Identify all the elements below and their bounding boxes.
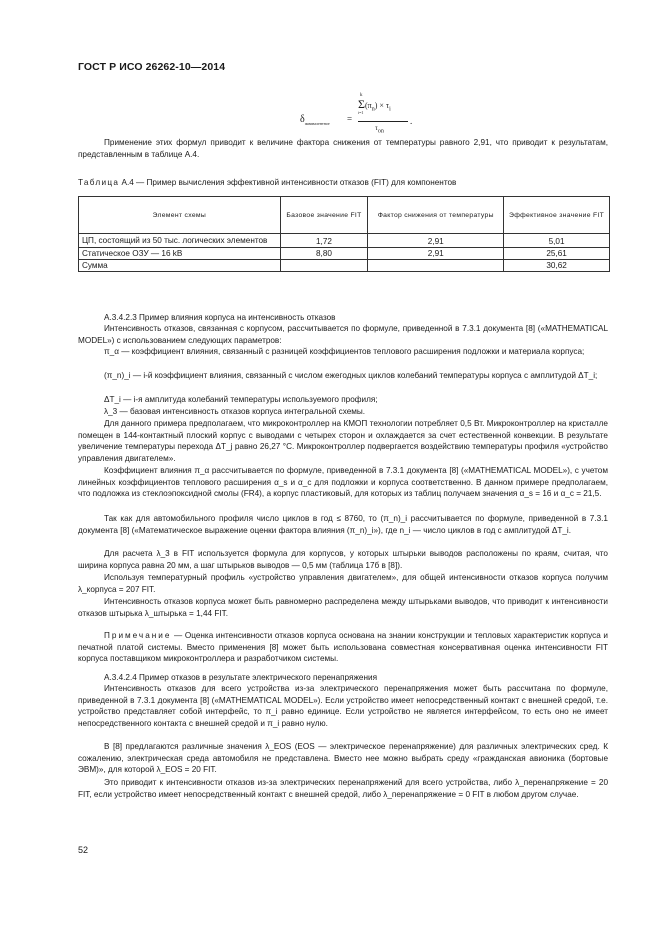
table-row: [79, 260, 610, 272]
table-cell: 25,61: [504, 248, 610, 260]
formula-lhs: δ: [300, 114, 305, 125]
note-text: — Оценка интенсивности отказов корпуса основана на знании конструкции и тепловых характеристик корпуса и печатной платой системы. Вместо применения [8] может быть использована совместная консервативная оценка интенсивности FIT корпуса поставщиком микроконтроллера и разработчиком системы.: [78, 631, 608, 664]
table-header-cell: Базовое значение FIT: [280, 197, 368, 234]
fraction-bar: [358, 121, 408, 122]
paragraph: Коэффициент влияния π_α рассчитывается по формуле, приведенной в 7.3.1 документа [8] («MATHEMATICAL MODEL»), с учетом линейных коэффициентов теплового расширения α_s и α_c для подложки и корпуса соответственно. В данном примере предполагаем, что подложка из стеклоэпоксидной смолы (FR4), а корпус пластиковый, для которых из таблиц получаем значения α_s = 16 и α_c = 21,5.: [78, 466, 608, 499]
table-cell: Статическое ОЗУ — 16 kB: [79, 248, 281, 260]
formula-denominator-sub: on: [377, 128, 384, 135]
table-header-cell: Фактор снижения от температуры: [368, 197, 504, 234]
table-header-cell: Эффективное значение FIT: [504, 197, 610, 234]
paragraph: Для данного примера предполагаем, что микроконтроллер на КМОП технологии потребляет 0,5 Вт. Микроконтроллер на кристалле помещен в 144-контактный плоский корпус с выводами с четырех сторон и охлаждается за счет естественной конвекции. В результате увеличение температуры перехода ΔT_j равно 26,27 °C. Микроконтроллер подвергается воздействию температуры профиля «устройство управления двигателем».: [78, 419, 608, 463]
formula-sum-top: k: [360, 93, 363, 98]
paragraph: В [8] предлагаются различные значения λ_EOS (EOS — электрическое перенапряжение) для различных электрических сред. К сожалению, электрическая среда автомобиля не представлена. Вместо нее можно выбрать среду «гражданская авионика (бортовые ЭВМ)», для которой λ_EOS = 20 FIT.: [78, 742, 608, 775]
paragraph: Интенсивность отказов корпуса может быть равномерно распределена между штырьками выводов, что приводит к интенсивности отказов штырька λ_штырька = 1,44 FIT.: [78, 597, 608, 618]
table-cell: 8,80: [280, 248, 368, 260]
note: [78, 630, 608, 665]
section-title: А.3.4.2.4 Пример отказов в результате электрического перенапряжения: [104, 673, 378, 682]
formula-period: .: [410, 116, 413, 126]
table-header-row: [79, 197, 610, 234]
table-row: [79, 248, 610, 260]
formula-equals: =: [347, 114, 353, 124]
table-cell: [368, 260, 504, 272]
table-cell: 2,91: [368, 234, 504, 248]
table-cell: 5,01: [504, 234, 610, 248]
paragraph: ΔT_i — i-я амплитуда колебаний температуры используемого профиля;: [104, 395, 378, 404]
paragraph: Так как для автомобильного профиля число циклов в год ≤ 8760, то (π_n)_i рассчитывается по формуле, приведенной в 7.3.1 документа [8] («Математическое выражение оценки фактора влияния (π_n)_i»), где n_i — число циклов в год с амплитудой ΔT_i.: [78, 514, 608, 535]
formula-sum-limit: i=1: [358, 110, 364, 115]
paragraph: λ_3 — базовая интенсивность отказов корпуса интегральной схемы.: [104, 407, 366, 416]
formula-numerator-rest-sub: i: [389, 106, 391, 113]
table-cell: 2,91: [368, 248, 504, 260]
document-header: ГОСТ Р ИСО 26262-10—2014: [78, 61, 226, 73]
paragraph: Используя температурный профиль «устройство управления двигателем», для общей интенсивности отказов корпуса получим λ_корпуса = 207 FIT.: [78, 573, 608, 594]
formula-numerator-sub: n: [371, 106, 375, 113]
paragraph: Это приводит к интенсивности отказов из-за электрических перенапряжений для всего устройства, либо λ_перенапряжение = 20 FIT, если устройство имеет непосредственный контакт с внешней средой, либо λ_перенапряжение = 0 FIT в любом другом случае.: [78, 778, 608, 799]
table-row: [79, 234, 610, 248]
paragraph: π_α — коэффициент влияния, связанный с разницей коэффициентов теплового расширения подложки и материала корпуса;: [104, 347, 585, 356]
paragraph: (π_n)_i — i-й коэффициент влияния, связанный с числом ежегодных циклов колебаний температуры корпуса с амплитудой ΔT_i;: [104, 371, 598, 380]
note-prefix: Примечание: [104, 631, 172, 640]
formula: [300, 94, 420, 140]
table-caption-text: А.4 — Пример вычисления эффективной интенсивности отказов (FIT) для компонентов: [121, 178, 457, 187]
section-title: А.3.4.2.3 Пример влияния корпуса на интенсивность отказов: [104, 313, 336, 322]
formula-numerator-rest: ) × τ: [374, 101, 390, 110]
table-cell: 30,62: [504, 260, 610, 272]
paragraph: Интенсивность отказов, связанная с корпусом, рассчитывается по формуле, приведенной в 7.3.1 документа [8] («MATHEMATICAL MODEL») с использованием следующих параметров:: [78, 324, 608, 345]
table-cell: 1,72: [280, 234, 368, 248]
table-header-cell: Элемент схемы: [79, 197, 281, 234]
table-caption-prefix: Таблица: [78, 178, 120, 187]
page-number: 52: [78, 845, 89, 855]
fit-table: [78, 196, 610, 272]
table-cell: ЦП, состоящий из 50 тыс. логических элементов: [79, 234, 281, 248]
table-cell: [280, 260, 368, 272]
table-cell: Сумма: [79, 260, 281, 272]
sigma-icon: Σ: [358, 97, 365, 111]
formula-denominator: τ: [375, 124, 378, 132]
paragraph: Интенсивность отказов для всего устройства из-за электрического перенапряжения может быть рассчитана по формуле, приведенной в 7.3.1 документа [8] («MATHEMATICAL MODEL»). Если устройство имеет непосредственный контакт с внешней средой, т.е. устройство представляет собой интерфейс, то π_i равно единице. Если устройство не является интерфейсом, то есть оно не имеет непосредственного контакта с внешней средой и π_i равно нулю.: [78, 684, 608, 728]
formula-numerator: (π: [364, 101, 372, 110]
table-caption: [78, 178, 456, 187]
intro-paragraph: Применение этих формул приводит к величине фактора снижения от температуры равного 2,91, что приводит к результатам, представленным в таблице А.4.: [78, 138, 608, 159]
paragraph: Для расчета λ_3 в FIT используется формула для корпусов, у которых штырьки выводов расположены по краям, считая, что ширина корпуса равна 20 мм, а шаг штырьков выводов — 0,5 мм (таблица 17б в [8]).: [78, 549, 608, 570]
formula-lhs-sub: эквивалентное: [304, 121, 330, 126]
